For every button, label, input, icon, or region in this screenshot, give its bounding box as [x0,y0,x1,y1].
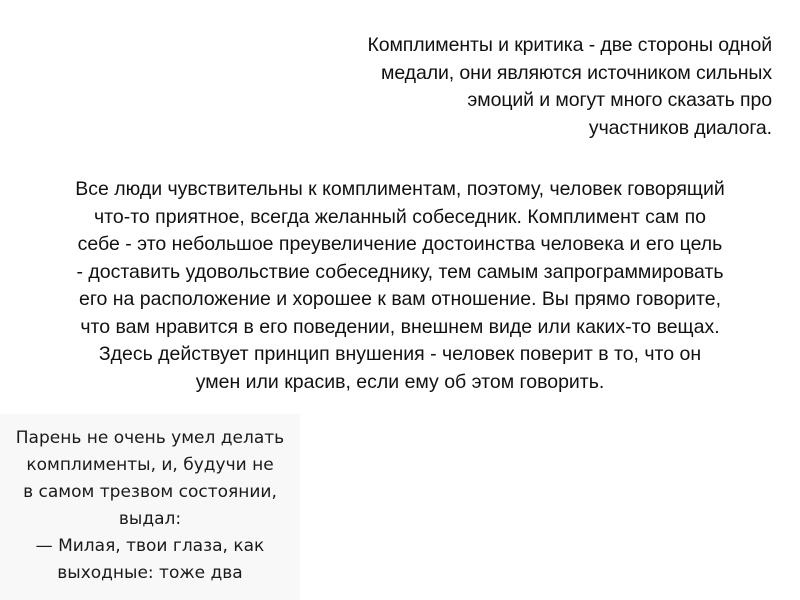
joke-line: — Милая, твои глаза, как [35,536,265,556]
main-paragraph-line: его на расположение и хорошее к вам отношение. Вы прямо говорите, [78,288,722,310]
epigraph-line: эмоций и могут много сказать про [467,89,772,111]
epigraph-line: участников диалога. [588,116,772,139]
epigraph-line: Комплименты и критика - две стороны одной [367,34,772,56]
epigraph-line: медали, они являются источником сильных [381,61,772,84]
joke-line: Парень не очень умел делать [15,428,285,448]
joke-text [4,425,296,587]
epigraph-text [282,32,772,142]
main-paragraph-line: что-то приятное, всегда желанный собеседник. Комплимент сам по [93,205,707,228]
main-paragraph [24,176,776,396]
main-paragraph-line: что вам нравится в его поведении, внешнем виде или каких-то вещах. [80,315,720,338]
main-paragraph-line: умен или красив, если ему об этом говорить. [195,370,605,393]
joke-line: выдал: [118,509,182,529]
main-paragraph-line: - доставить удовольствие собеседнику, тем самым запрограммировать [76,260,724,283]
main-paragraph-line: Все люди чувствительны к комплиментам, поэтому, человек говорящий [75,178,725,200]
joke-line: комплименты, и, будучи не [26,455,274,475]
joke-line: выходные: тоже два [57,563,243,583]
joke-image [0,414,300,600]
main-paragraph-line: себе - это небольшое преувеличение достоинства человека и его цель [77,233,723,255]
main-paragraph-line: Здесь действует принцип внушения - человек поверит в то, что он [98,343,702,365]
joke-line: в самом трезвом состоянии, [23,482,277,502]
